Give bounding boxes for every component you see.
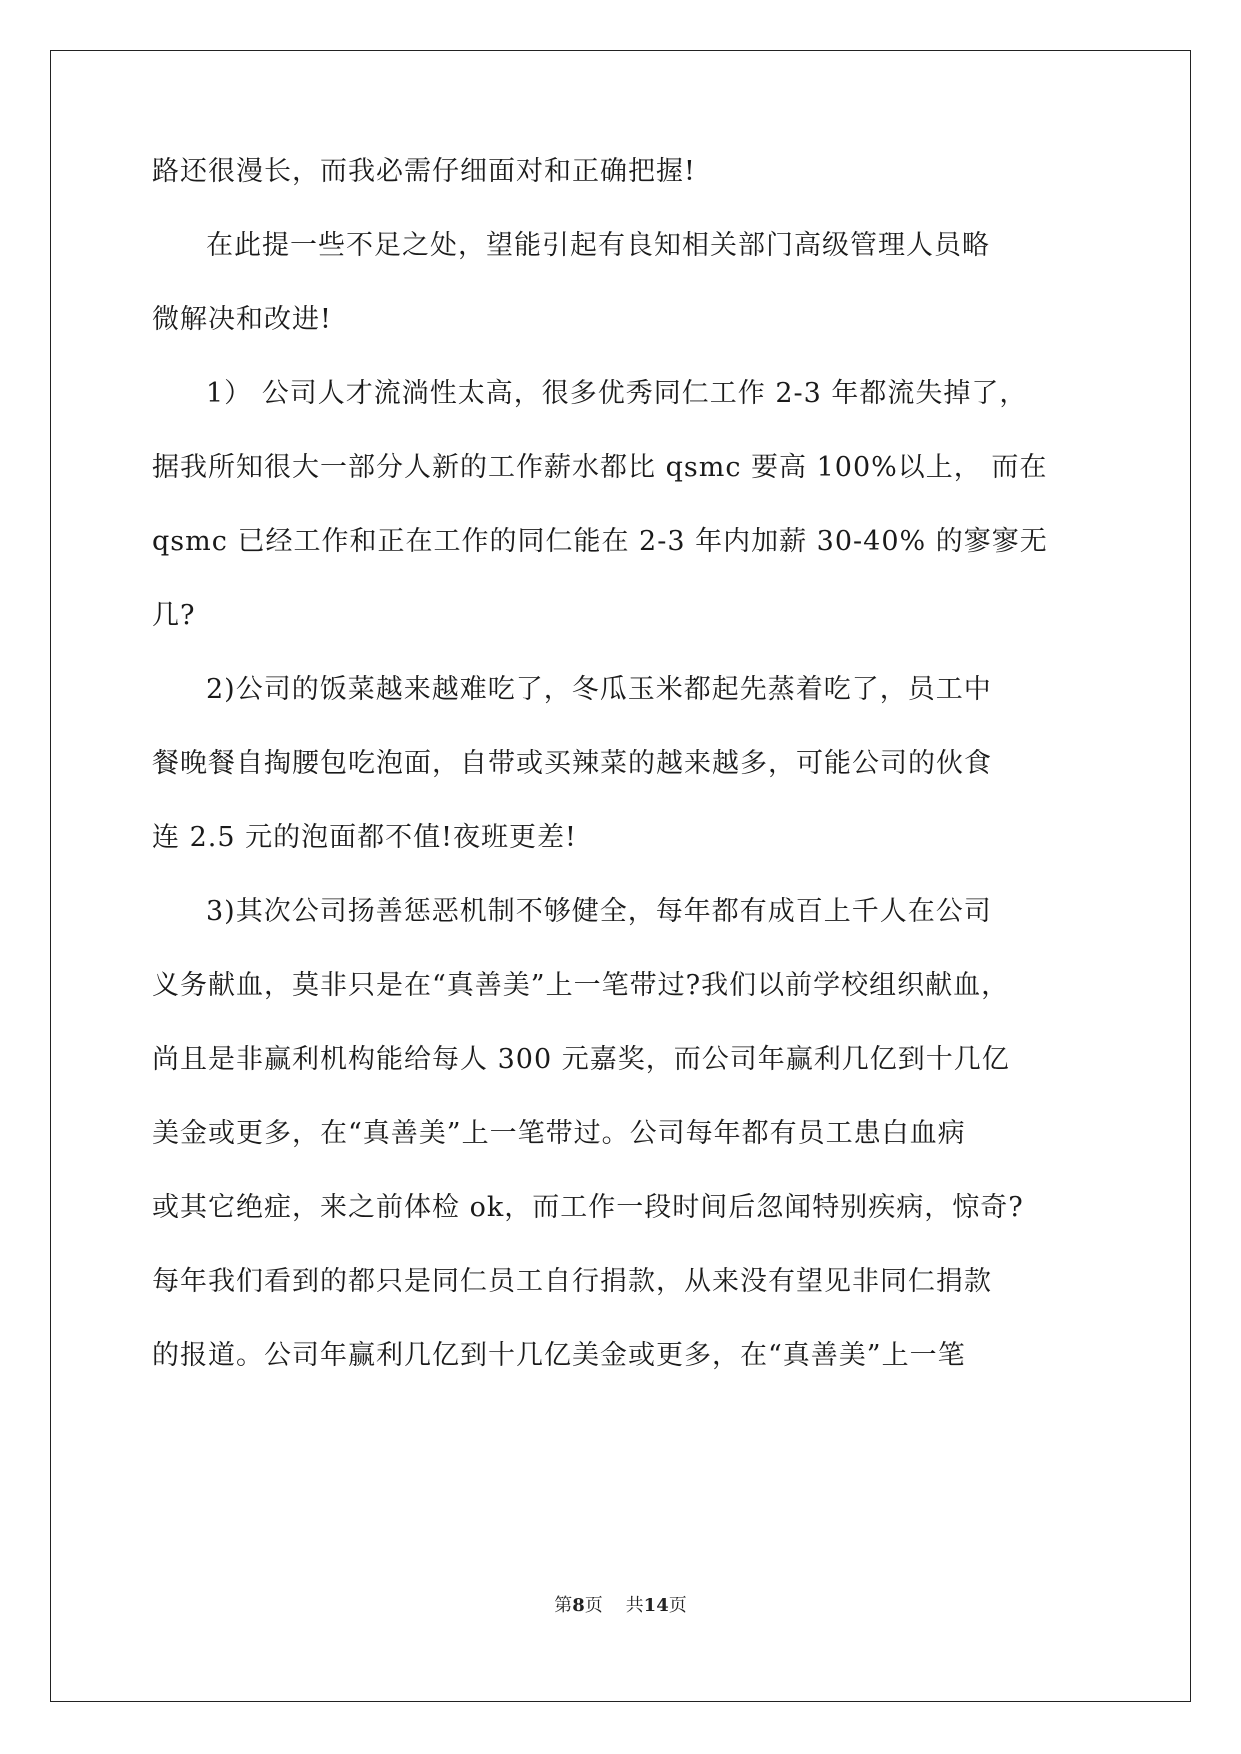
paragraph-line: 义务献血，莫非只是在“真善美”上一笔带过?我们以前学校组织献血， bbox=[152, 970, 1010, 1001]
paragraph-line: 餐晚餐自掏腰包吃泡面，自带或买辣菜的越来越多，可能公司的伙食 bbox=[152, 748, 992, 779]
paragraph-line: 几? bbox=[152, 600, 196, 631]
paragraph-line: 或其它绝症，来之前体检 ok，而工作一段时间后忽闻特别疾病，惊奇? bbox=[152, 1192, 1024, 1223]
page-prefix: 第 bbox=[554, 1595, 573, 1616]
page-border bbox=[50, 50, 1191, 1702]
total-page-number: 14 bbox=[643, 1595, 669, 1616]
paragraph-line: 每年我们看到的都只是同仁员工自行捐款，从来没有望见非同仁捐款 bbox=[152, 1266, 992, 1297]
paragraph-line: 2)公司的饭菜越来越难吃了，冬瓜玉米都起先蒸着吃了，员工中 bbox=[206, 674, 992, 705]
paragraph-line: 连 2.5 元的泡面都不值!夜班更差! bbox=[152, 822, 577, 853]
current-page-number: 8 bbox=[572, 1595, 585, 1616]
total-suffix: 页 bbox=[668, 1595, 687, 1616]
paragraph-line: qsmc 已经工作和正在工作的同仁能在 2-3 年内加薪 30-40% 的寥寥无 bbox=[152, 526, 1048, 557]
paragraph-line: 据我所知很大一部分人新的工作薪水都比 qsmc 要高 100%以上， 而在 bbox=[152, 452, 1048, 483]
page-footer bbox=[0, 1594, 1241, 1618]
paragraph-line: 尚且是非赢利机构能给每人 300 元嘉奖，而公司年赢利几亿到十几亿 bbox=[152, 1044, 1010, 1075]
paragraph-line: 微解决和改进! bbox=[152, 304, 332, 335]
total-prefix: 共 bbox=[625, 1595, 644, 1616]
paragraph-line: 路还很漫长，而我必需仔细面对和正确把握! bbox=[152, 156, 696, 187]
paragraph-line: 美金或更多，在“真善美”上一笔带过。公司每年都有员工患白血病 bbox=[152, 1118, 966, 1149]
paragraph-line: 1） 公司人才流淌性太高，很多优秀同仁工作 2-3 年都流失掉了， bbox=[206, 378, 1028, 409]
page-suffix: 页 bbox=[584, 1595, 603, 1616]
paragraph-line: 在此提一些不足之处，望能引起有良知相关部门高级管理人员略 bbox=[206, 230, 990, 261]
paragraph-line: 的报道。公司年赢利几亿到十几亿美金或更多，在“真善美”上一笔 bbox=[152, 1340, 966, 1371]
paragraph-line: 3)其次公司扬善惩恶机制不够健全，每年都有成百上千人在公司 bbox=[206, 896, 992, 927]
